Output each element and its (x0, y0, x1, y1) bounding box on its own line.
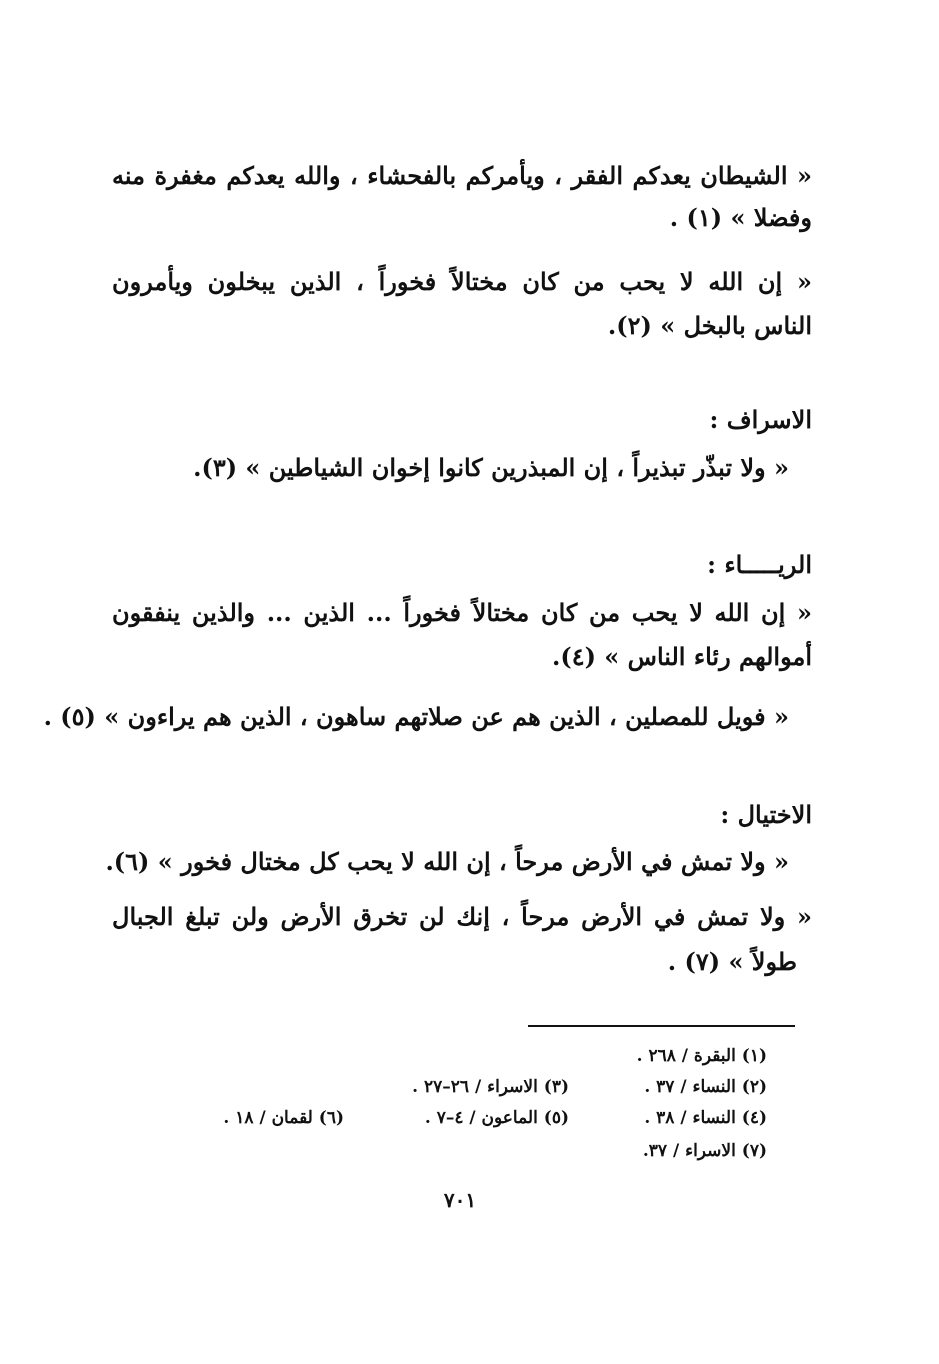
footnote-1: (١) البقرة / ٢٦٨ . (636, 1046, 767, 1066)
footnote-4: (٤) النساء / ٣٨ . (644, 1108, 767, 1128)
quote-bukhl-line-1: « إن الله لا يحب من كان مختالاً فخوراً ، الذين يبخلون ويأمرون (112, 267, 812, 296)
section-heading-riyaa: الريـــــاء : (707, 550, 812, 579)
footnote-divider (528, 1025, 795, 1027)
quote-bukhl-line-2: الناس بالبخل » (٢). (607, 311, 812, 340)
quote-marah-2-line-2: طولاً » (٧) . (667, 947, 797, 976)
quote-maun: « فويل للمصلين ، الذين هم عن صلاتهم ساهون ، الذين هم يراءون » (٥) . (43, 702, 789, 731)
page-number: ٧٠١ (443, 1188, 477, 1212)
quote-riyaa-line-1: « إن الله لا يحب من كان مختالاً فخوراً ... الذين ... والذين ينفقون (112, 598, 812, 627)
quote-shaytan-line-2: وفضلا » (١) . (669, 203, 812, 232)
quote-marah-1: « ولا تمش في الأرض مرحاً ، إن الله لا يحب كل مختال فخور » (٦). (105, 847, 789, 876)
footnote-6: (٦) لقمان / ١٨ . (223, 1108, 344, 1128)
section-heading-ikhtiyal: الاختيال : (720, 800, 812, 829)
quote-shaytan-line-1: « الشيطان يعدكم الفقر ، ويأمركم بالفحشاء ، والله يعدكم مغفرة منه (112, 161, 812, 190)
footnote-3: (٣) الاسراء / ٢٦–٢٧ . (412, 1077, 569, 1097)
footnote-5: (٥) الماعون / ٤–٧ . (424, 1108, 569, 1128)
quote-tabdhir: « ولا تبذّر تبذيراً ، إن المبذرين كانوا إخوان الشياطين » (٣). (193, 453, 789, 482)
footnote-7: (٧) الاسراء / ٣٧. (642, 1141, 767, 1161)
quote-marah-2-line-1: « ولا تمش في الأرض مرحاً ، إنك لن تخرق الأرض ولن تبلغ الجبال (112, 902, 812, 931)
quote-riyaa-line-2: أموالهم رئاء الناس » (٤). (551, 642, 812, 671)
section-heading-israf: الاسراف : (709, 405, 812, 434)
footnote-2: (٢) النساء / ٣٧ . (644, 1077, 767, 1097)
